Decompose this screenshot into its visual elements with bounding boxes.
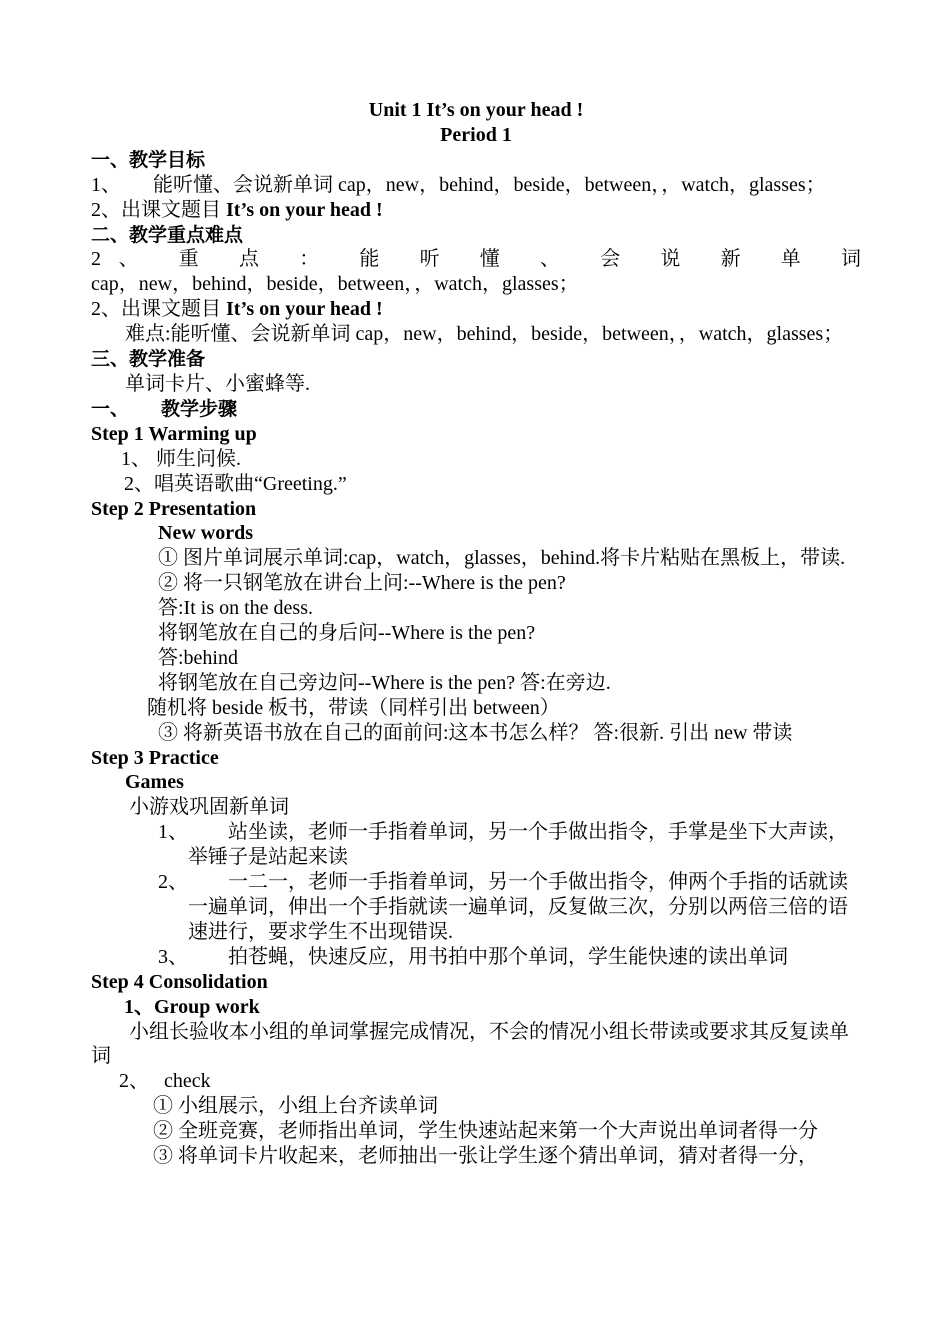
step1-item-2: 2、唱英语歌曲“Greeting.” xyxy=(124,472,347,495)
game-2-text: 一二一，老师一手指着单词，另一个手做出指令，伸两个手指的话就读一遍单词，伸出一个手指就读一遍单词，反复做三次，分别以两倍三倍的语速进行，要求学生不出现错误. xyxy=(188,871,848,943)
step3-title: Step 3 Practice xyxy=(91,746,219,769)
objective-2-title: It’s on your head ! xyxy=(226,198,383,221)
objective-1 xyxy=(91,173,861,198)
period-title: Period 1 xyxy=(440,123,512,146)
game-1-text: 站坐读，老师一手指着单词，另一个手做出指令，手掌是坐下大声读，举锤子是站起来读 xyxy=(188,821,848,869)
step2-para-2: ② 将一只钢笔放在讲台上问:--Where is the pen? xyxy=(158,572,566,595)
objective-1-num: 1、 xyxy=(91,173,121,196)
document-page xyxy=(91,98,861,1169)
section-heading-objectives: 一、教学目标 xyxy=(91,148,206,171)
step3-intro: 小游戏巩固新单词 xyxy=(129,796,289,819)
step3-game-1 xyxy=(91,820,861,870)
step2-para-8: ③ 将新英语书放在自己的面前问:这本书怎么样？ 答:很新. 引出 new 带读 xyxy=(158,721,793,744)
step3-game-3 xyxy=(91,945,861,970)
step3-subtitle: Games xyxy=(125,771,184,794)
key-points-words: cap，new，behind，beside，between，，watch，glasses； xyxy=(91,273,579,296)
steps-heading-num: 一、 xyxy=(91,397,130,420)
section-heading-key-points: 二、教学重点难点 xyxy=(91,223,244,246)
step2-para-4: 将钢笔放在自己的身后问--Where is the pen? xyxy=(158,622,536,645)
step2-para-1: ① 图片单词展示单词:cap，watch，glasses，behind.将卡片粘贴在黑板上，带读. xyxy=(158,547,846,570)
step3-game-2 xyxy=(91,870,861,945)
game-2-num: 2、 xyxy=(158,871,188,894)
step1-title: Step 1 Warming up xyxy=(91,422,257,445)
step4-title: Step 4 Consolidation xyxy=(91,970,268,993)
step2-para-7: 随机将 beside 板书，带读（同样引出 between） xyxy=(147,696,560,719)
game-3-num: 3、 xyxy=(158,945,188,968)
step2-subtitle: New words xyxy=(158,522,253,545)
objective-2-prefix: 2、出课文题目 xyxy=(91,198,226,221)
section-heading-preparation: 三、教学准备 xyxy=(91,348,206,371)
check-num: 2、 xyxy=(119,1070,149,1093)
step4-subtitle: 1、Group work xyxy=(124,995,260,1018)
objective-2 xyxy=(91,198,861,223)
step4-check-3: ③ 将单词卡片收起来，老师抽出一张让学生逐个猜出单词，猜对者得一分， xyxy=(153,1145,818,1168)
check-text: check xyxy=(164,1070,211,1093)
key-points-2-title: It’s on your head ! xyxy=(226,298,383,321)
step2-para-6: 将钢笔放在自己旁边问--Where is the pen? 答:在旁边. xyxy=(158,671,611,694)
step4-check-1: ① 小组展示，小组上台齐读单词 xyxy=(153,1095,438,1118)
game-3-text: 拍苍蝇，快速反应，用书拍中那个单词，学生能快速的读出单词 xyxy=(228,945,788,968)
doc-title: Unit 1 It’s on your head ! xyxy=(368,99,584,121)
preparation-text: 单词卡片、小蜜蜂等. xyxy=(125,372,310,395)
section-heading-steps xyxy=(91,397,861,422)
step4-check-2: ② 全班竞赛，老师指出单词，学生快速站起来第一个大声说出单词者得一分 xyxy=(153,1120,818,1143)
game-1-num: 1、 xyxy=(158,821,188,844)
step2-title: Step 2 Presentation xyxy=(91,497,257,520)
key-points-2-prefix: 2、出课文题目 xyxy=(91,298,226,321)
step2-para-5: 答:behind xyxy=(158,646,238,669)
step4-check xyxy=(91,1069,861,1094)
key-points-line: 2、 重 点 ： 能 听 懂 、 会 说 新 单 词 xyxy=(91,248,861,271)
step1-item-1: 1、 师生问候. xyxy=(121,447,241,470)
difficulty-line: 难点:能听懂、会说新单词 cap，new，behind，beside，between，，watch，glasses； xyxy=(125,323,844,346)
step4-text: 小组长验收本小组的单词掌握完成情况，不会的情况小组长带读或要求其反复读单词 xyxy=(91,1020,849,1068)
steps-heading-text: 教学步骤 xyxy=(161,397,238,420)
key-points-2 xyxy=(91,297,861,322)
step2-para-3: 答:It is on the dess. xyxy=(158,597,313,620)
objective-1-text: 能听懂、会说新单词 cap，new，behind，beside，between，，watch，glasses； xyxy=(153,173,826,196)
